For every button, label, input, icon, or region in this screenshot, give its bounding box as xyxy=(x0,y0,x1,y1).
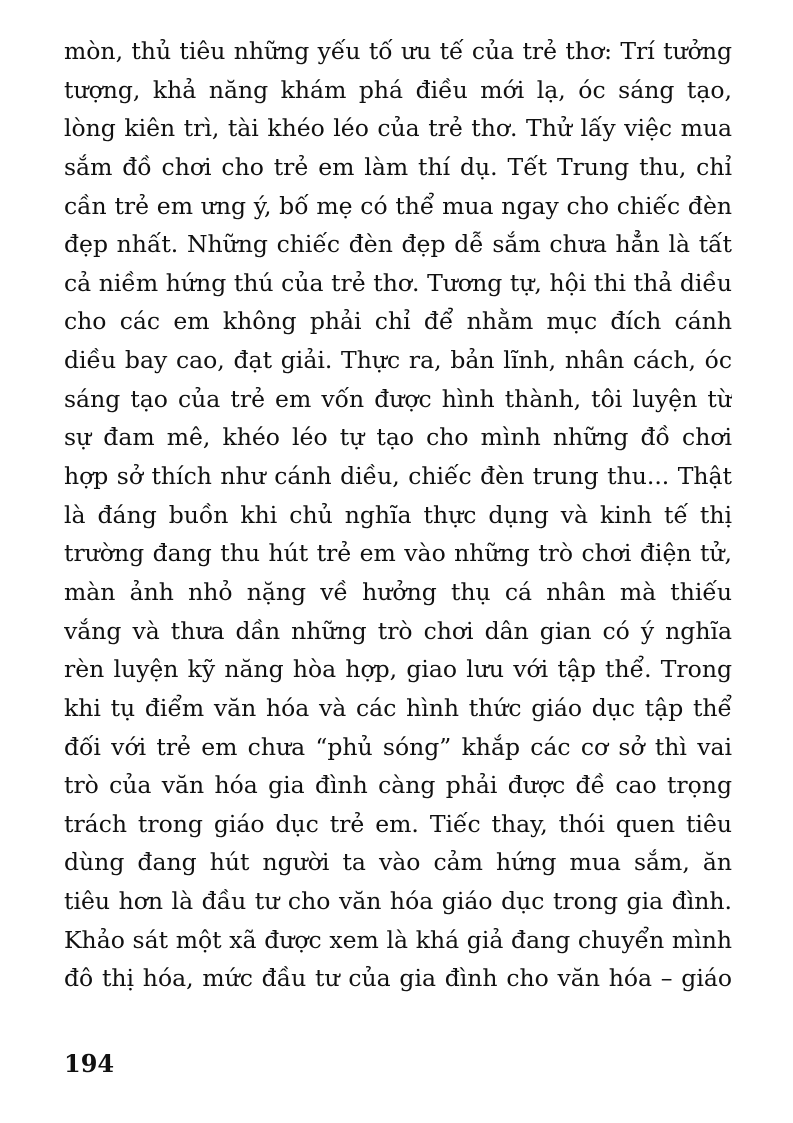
text-line: tiêu hơn là đầu tư cho văn hóa giáo dục trong gia đình. xyxy=(64,887,732,916)
text-line: mòn, thủ tiêu những yếu tố ưu tế của trẻ thơ: Trí tưởng xyxy=(64,37,732,65)
text-line: cả niềm hứng thú của trẻ thơ. Tương tự, hội thi thả diều xyxy=(64,268,732,297)
text-line: lòng kiên trì, tài khéo léo của trẻ thơ. Thử lấy việc mua xyxy=(64,114,732,143)
text-line: đẹp nhất. Những chiếc đèn đẹp dễ sắm chưa hẳn là tất xyxy=(64,230,732,259)
text-line: tượng, khả năng khám phá điều mới lạ, óc sáng tạo, xyxy=(64,75,732,104)
text-line: cho các em không phải chỉ để nhằm mục đích cánh xyxy=(64,307,732,336)
text-line: vắng và thưa dần những trò chơi dân gian có ý nghĩa xyxy=(64,616,732,645)
body-text xyxy=(64,32,732,998)
text-line: rèn luyện kỹ năng hòa hợp, giao lưu với tập thể. Trong xyxy=(64,655,732,684)
text-line: là đáng buồn khi chủ nghĩa thực dụng và kinh tế thị xyxy=(64,500,732,529)
text-line: cần trẻ em ưng ý, bố mẹ có thể mua ngay cho chiếc đèn xyxy=(64,191,732,220)
text-line: sự đam mê, khéo léo tự tạo cho mình những đồ chơi xyxy=(64,423,732,452)
text-line: dùng đang hút người ta vào cảm hứng mua sắm, ăn xyxy=(64,848,732,877)
page-number: 194 xyxy=(64,1049,115,1078)
text-line: đô thị hóa, mức đầu tư của gia đình cho văn hóa – giáo xyxy=(64,964,732,993)
text-line: hợp sở thích như cánh diều, chiếc đèn trung thu... Thật xyxy=(64,462,732,491)
text-line: Khảo sát một xã được xem là khá giả đang chuyển mình xyxy=(64,925,732,954)
text-line: sắm đồ chơi cho trẻ em làm thí dụ. Tết Trung thu, chỉ xyxy=(64,152,732,181)
text-line: sáng tạo của trẻ em vốn được hình thành, tôi luyện từ xyxy=(64,384,732,413)
text-line: diều bay cao, đạt giải. Thực ra, bản lĩnh, nhân cách, óc xyxy=(64,346,732,375)
text-line: màn ảnh nhỏ nặng về hưởng thụ cá nhân mà thiếu xyxy=(64,577,732,606)
text-line: trò của văn hóa gia đình càng phải được đề cao trọng xyxy=(64,771,732,800)
text-line: khi tụ điểm văn hóa và các hình thức giáo dục tập thể xyxy=(64,693,732,722)
text-line: trường đang thu hút trẻ em vào những trò chơi điện tử, xyxy=(64,539,732,568)
text-line: đối với trẻ em chưa “phủ sóng” khắp các cơ sở thì vai xyxy=(64,732,732,761)
text-line: trách trong giáo dục trẻ em. Tiếc thay, thói quen tiêu xyxy=(64,809,732,838)
